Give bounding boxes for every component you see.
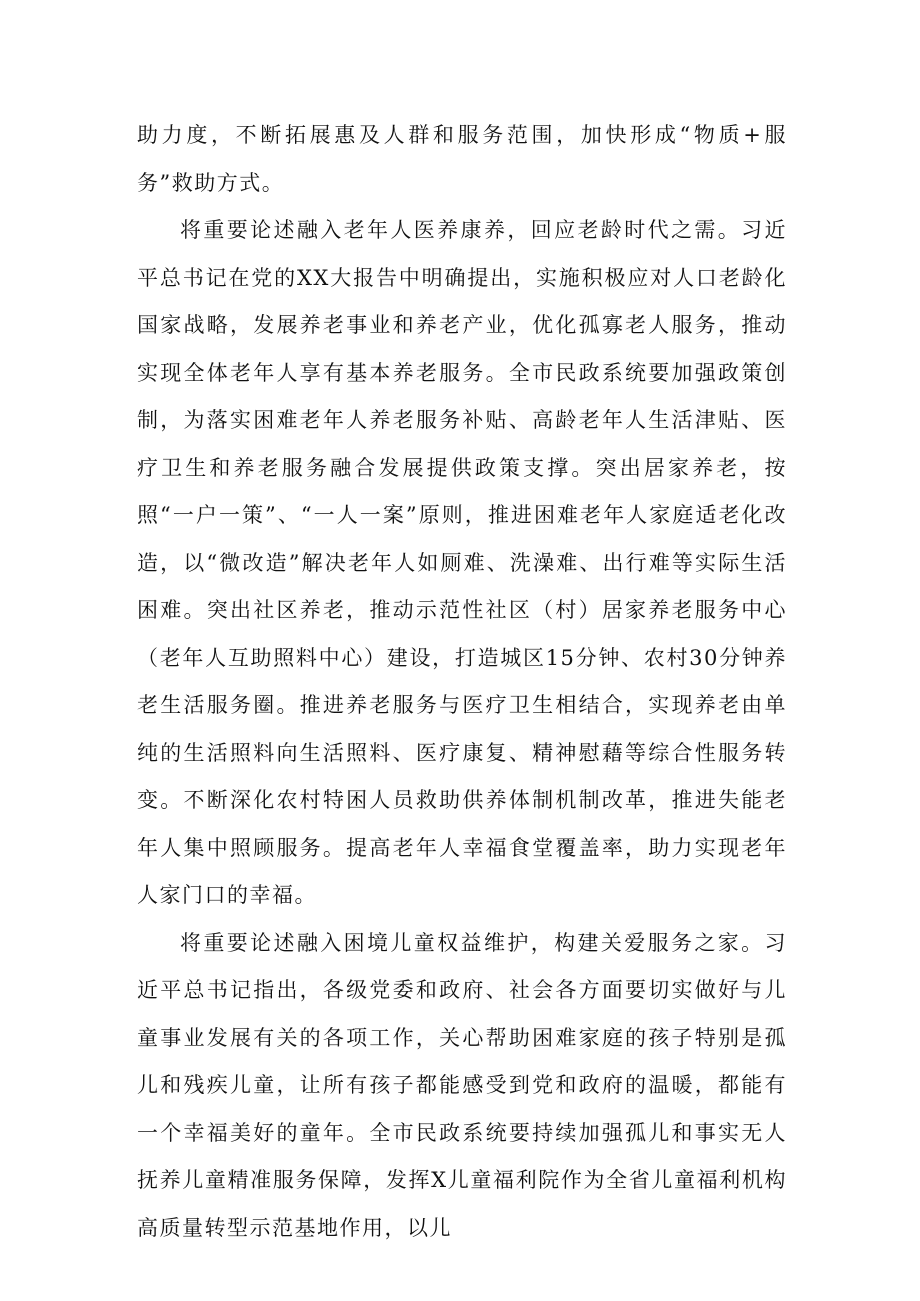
paragraph-elderly-care: 将重要论述融入老年人医养康养，回应老龄时代之需。习近平总书记在党的XX大报告中明确提出，实施积极应对人口老龄化国家战略，发展养老事业和养老产业，优化孤寡老人服务，推动实现全体老年人享有基本养老服务。全市民政系统要加强政策创制，为落实困难老年人养老服务补贴、高龄老年人生活津贴、医疗卫生和养老服务融合发展提供政策支撑。突出居家养老，按照“一户一策”、“一人一案”原则，推进困难老年人家庭适老化改造，以“微改造”解决老年人如厕难、洗澡难、出行难等实际生活困难。突出社区养老，推动示范性社区（村）居家养老服务中心（老年人互助照料中心）建设，打造城区15分钟、农村30分钟养老生活服务圈。推进养老服务与医疗卫生相结合，实现养老由单纯的生活照料向生活照料、医疗康复、精神慰藉等综合性服务转变。不断深化农村特困人员救助供养体制机制改革，推进失能老年人集中照顾服务。提高老年人幸福食堂覆盖率，助力实现老年人家门口的幸福。 <box>137 218 787 907</box>
paragraph-continuation: 助力度，不断拓展惠及人群和服务范围，加快形成“物质+服务”救助方式。 <box>137 123 787 195</box>
paragraph-children-welfare: 将重要论述融入困境儿童权益维护，构建关爱服务之家。习近平总书记指出，各级党委和政府、社会各方面要切实做好与儿童事业发展有关的各项工作，关心帮助困难家庭的孩子特别是孤儿和残疾儿童，让所有孩子都能感受到党和政府的温暖，都能有一个幸福美好的童年。全市民政系统要持续加强孤儿和事实无人抚养儿童精准服务保障，发挥X儿童福利院作为全省儿童福利机构高质量转型示范基地作用，以儿 <box>137 930 787 1240</box>
document-body <box>137 112 787 1252</box>
